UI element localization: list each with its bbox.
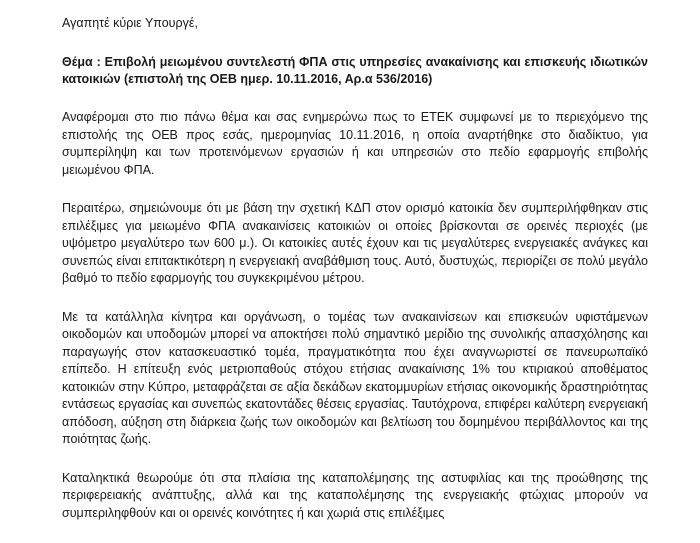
salutation: Αγαπητέ κύριε Υπουργέ, <box>62 16 198 30</box>
paragraph-1: Αναφέρομαι στο πιο πάνω θέμα και σας ενημερώνω πως το ΕΤΕΚ συμφωνεί με το περιεχόμενο της επιστολής της ΟΕΒ προς εσάς, ημερομηνίας 10.11.2016, η οποία αναρτήθηκε στο διαδίκτυο, για συμπερίληψη και των προτεινόμενων εργασιών ή και υπηρεσιών στο πεδίο εφαρμογής επιβολής μειωμένου ΦΠΑ. <box>62 110 648 177</box>
paragraph-3: Με τα κατάλληλα κίνητρα και οργάνωση, ο τομέας των ανακαινίσεων και επισκευών υφιστάμενων οικοδομών και υποδομών μπορεί να αποκτήσει πολύ σημαντικό μερίδιο της συνολικής απασχόλησης και παραγωγής στον κατασκευαστικό τομέα, πραγματικότητα που έχει αναγνωριστεί σε πανευρωπαϊκό επίπεδο. Η επίτευξη ενός μετριοπαθούς στόχου ετήσιας ανακαίνισης 1% του κτιριακού αποθέματος κατοικιών στην Κύπρο, μεταφράζεται σε αξία δεκάδων εκατομμυρίων ετήσιας οικονομικής δραστηριότητας εντάσεως εργασίας και συνεπώς εκατοντάδες θέσεις εργασίας. Ταυτόχρονα, επιφέρει καλύτερη ενεργειακή απόδοση, αύξηση στη διάρκεια ζωής των οικοδομών και βελτίωση του δομημένου περιβάλλοντος και της ποιότητας ζωής. <box>62 309 648 446</box>
letter-body <box>62 14 648 543</box>
subject-line: Θέμα : Επιβολή μειωμένου συντελεστή ΦΠΑ στις υπηρεσίες ανακαίνισης και επισκευής ιδιωτικών κατοικιών (επιστολή της ΟΕΒ ημερ. 10.11.2016, Αρ.α 536/2016) <box>62 55 648 86</box>
paragraph-4: Καταληκτικά θεωρούμε ότι στα πλαίσια της καταπολέμησης της αστυφιλίας και της προώθησης της περιφερειακής ανάπτυξης, αλλά και της καταπολέμησης της ενεργειακής φτώχιας μπορούν να συμπεριληφθούν και οι ορεινές κοινότητες ή και χωριά στις επιλέξιμες <box>62 470 648 520</box>
paragraph-2: Περαιτέρω, σημειώνουμε ότι με βάση την σχετική ΚΔΠ στον ορισμό κατοικία δεν συμπεριλήφθηκαν στις επιλέξιμες για μειωμένο ΦΠΑ ανακαινίσεις κατοικιών οι οποίες βρίσκονται σε ορεινές περιοχές (με υψόμετρο μεγαλύτερο των 600 μ.). Οι κατοικίες αυτές έχουν και τις μεγαλύτερες ενεργειακές ανάγκες και συνεπώς είναι επιτακτικότερη η ενεργειακή αναβάθμιση τους. Αυτό, δυστυχώς, περιορίζει σε πολύ μεγάλο βαθμό το πεδίο εφαρμογής του συγκεκριμένου μέτρου. <box>62 201 648 285</box>
